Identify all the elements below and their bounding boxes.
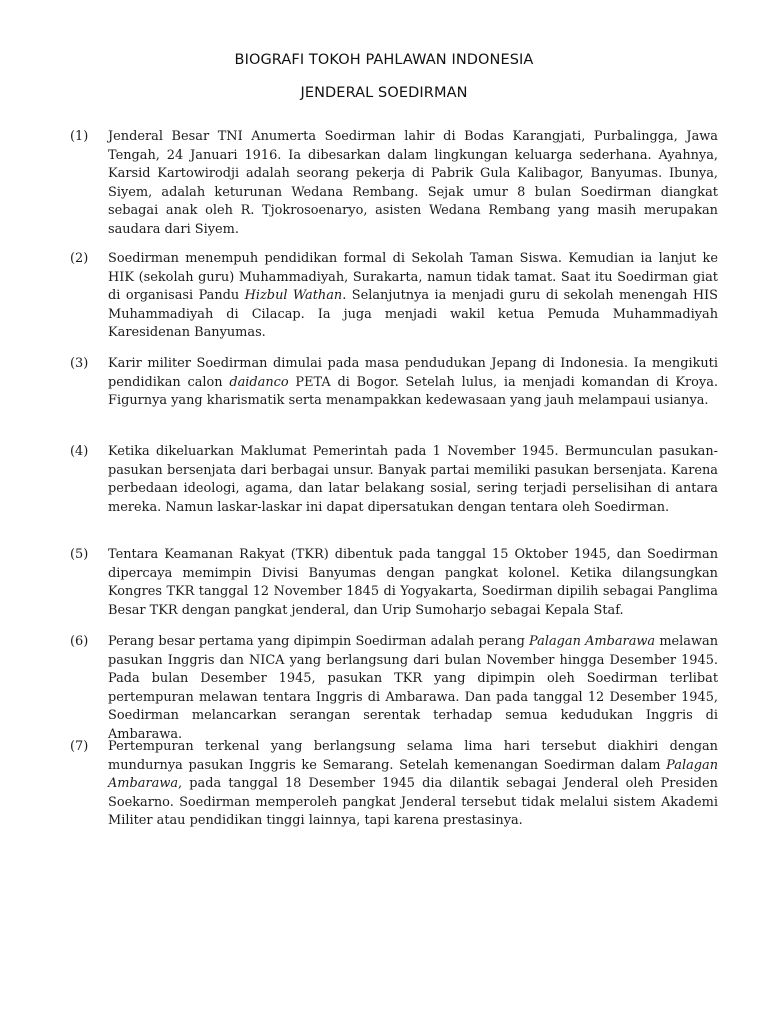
paragraph-7 (70, 738, 718, 831)
text-segment: PETA di Bogor. Setelah lulus, ia menjadi komandan di Kroya. Figurnya yang kharismatik serta menampakkan kedewasaan yang jauh melampaui usianya. (108, 374, 718, 409)
text-segment: Soedirman menempuh pendidikan formal di Sekolah Taman Siswa. Kemudian ia lanjut ke HIK (sekolah guru) Muhammadiyah, Surakarta, namun tidak tamat. Saat itu Soedirman giat di organisasi Pandu (108, 251, 718, 304)
text-segment: , pada tanggal 18 Desember 1945 dia dilantik sebagai Jenderal oleh Presiden Soekarno. Soedirman memperoleh pangkat Jenderal tersebut tidak melalui sistem Akademi Militer atau pendidikan tinggi lainnya, tapi karena prestasinya. (108, 776, 718, 829)
document-title: BIOGRAFI TOKOH PAHLAWAN INDONESIA (234, 52, 534, 68)
italic-term: Palagan Ambarawa (108, 757, 718, 792)
paragraph-4 (70, 443, 718, 517)
text-segment: Pertempuran terkenal yang berlangsung selama lima hari tersebut diakhiri dengan mundurnya pasukan Inggris ke Semarang. Setelah kemenangan Soedirman dalam (108, 739, 718, 773)
paragraph-number: (3) (70, 356, 89, 371)
document-subtitle: JENDERAL SOEDIRMAN (300, 85, 468, 101)
paragraph-number: (7) (70, 739, 89, 754)
text-segment: . Selanjutnya ia menjadi guru di sekolah menengah HIS Muhammadiyah di Cilacap. Ia juga menjadi wakil ketua Pemuda Muhammadiyah Karesidenan Banyumas. (108, 288, 718, 341)
paragraph-3 (70, 355, 718, 411)
paragraph-text (108, 250, 718, 343)
paragraph-number: (6) (70, 634, 89, 649)
paragraph-number: (1) (70, 129, 89, 144)
paragraph-text (108, 633, 718, 745)
italic-term: Palagan Ambarawa (529, 634, 656, 649)
paragraph-number: (5) (70, 547, 89, 562)
paragraph-2 (70, 250, 718, 343)
paragraph-text: Tentara Keamanan Rakyat (TKR) dibentuk pada tanggal 15 Oktober 1945, dan Soedirman dipercaya memimpin Divisi Banyumas dengan pangkat kolonel. Ketika dilangsungkan Kongres TKR tanggal 12 November 1845 di Yogyakarta, Soedirman dipilih sebagai Panglima Besar TKR dengan pangkat jenderal, dan Urip Sumoharjo sebagai Kepala Staf. (108, 547, 718, 618)
text-segment: Perang besar pertama yang dipimpin Soedirman adalah perang (108, 634, 530, 649)
paragraph-text: Jenderal Besar TNI Anumerta Soedirman lahir di Bodas Karangjati, Purbalingga, Jawa Tengah, 24 Januari 1916. Ia dibesarkan dalam lingkungan keluarga sederhana. Ayahnya, Karsid Kartowirodji adalah seorang pekerja di Pabrik Gula Kalibagor, Banyumas. Ibunya, Siyem, adalah keturunan Wedana Rembang. Sejak umur 8 bulan Soedirman diangkat sebagai anak oleh R. Tjokrosoenaryo, asisten Wedana Rembang yang masih merupakan saudara dari Siyem. (108, 129, 718, 237)
paragraph-text: Ketika dikeluarkan Maklumat Pemerintah pada 1 November 1945. Bermunculan pasukan-pasukan bersenjata dari berbagai unsur. Banyak partai memiliki pasukan bersenjata. Karena perbedaan ideologi, agama, dan latar belakang sosial, sering terjadi perselisihan di antara mereka. Namun laskar-laskar ini dapat dipersatukan dengan tentara oleh Soedirman. (108, 444, 718, 515)
paragraph-5 (70, 546, 718, 620)
italic-term: Hizbul Wathan (244, 288, 343, 304)
paragraph-6 (70, 633, 718, 745)
paragraph-number: (2) (70, 251, 89, 266)
text-segment: melawan pasukan Inggris dan NICA yang berlangsung dari bulan November hingga Desember 1945. Pada bulan Desember 1945, pasukan TKR yang dipimpin oleh Soedirman terlibat pertempuran melawan tentara Inggris di Ambarawa. Dan pada tanggal 12 Desember 1945, Soedirman melancarkan serangan serentak terhadap semua kedudukan Inggris di Ambarawa. (108, 634, 719, 742)
paragraph-text (108, 738, 718, 831)
paragraph-number: (4) (70, 444, 89, 459)
text-segment: Karir militer Soedirman dimulai pada masa pendudukan Jepang di Indonesia. Ia mengikuti pendidikan calon (108, 356, 718, 390)
paragraph-text (108, 355, 718, 411)
italic-term: daidanco (229, 374, 289, 390)
paragraph-1 (70, 128, 718, 240)
